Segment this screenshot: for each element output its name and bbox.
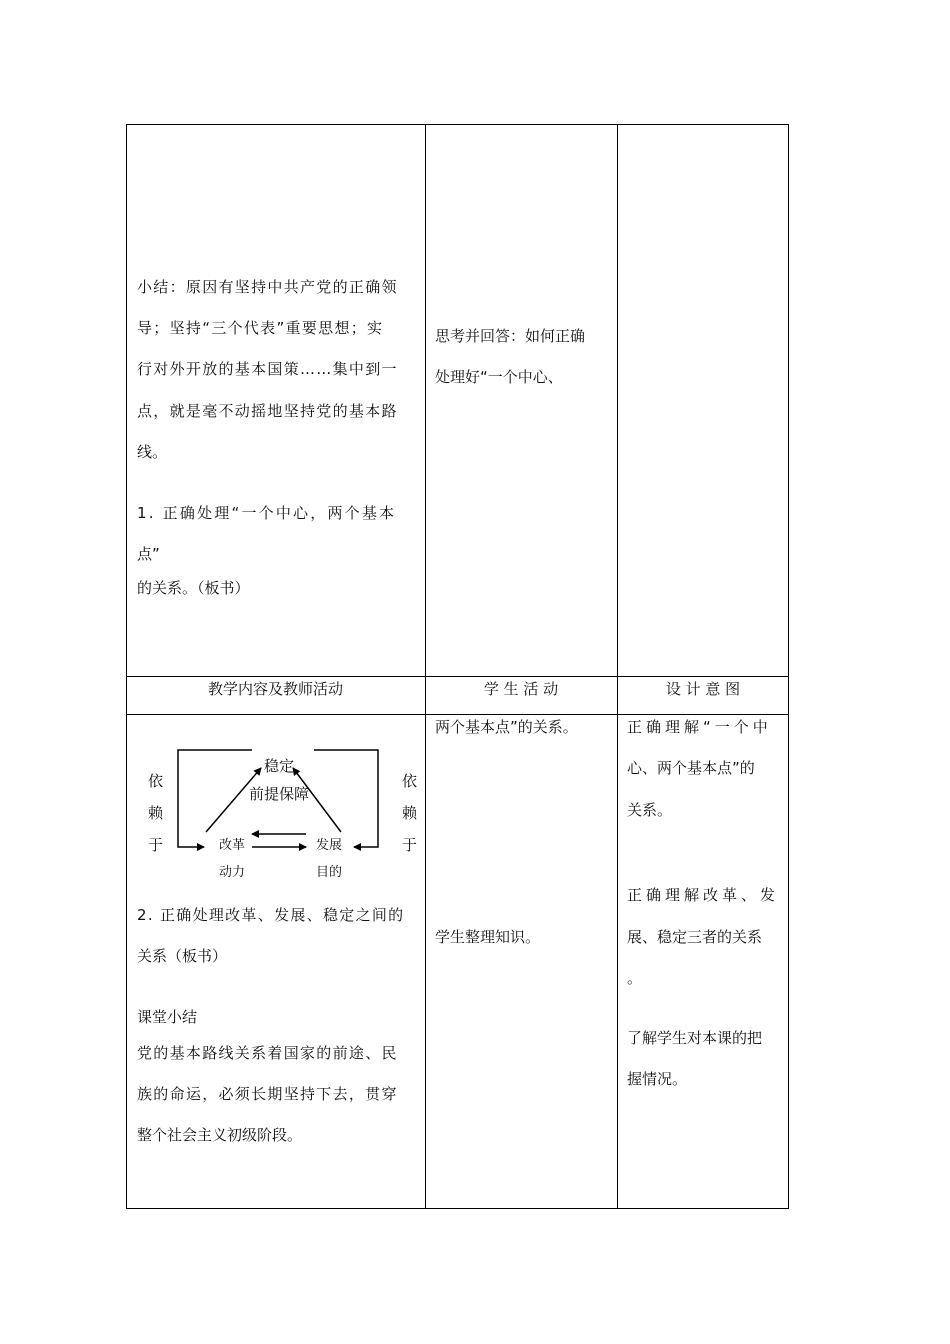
design-intent-line: 握情况。: [627, 1070, 688, 1088]
design-intent-line: 展、稳定三者的关系: [627, 928, 763, 946]
summary-line: 导；坚持“三个代表”重要思想；实: [137, 319, 384, 337]
class-summary-line: 整个社会主义初级阶段。: [137, 1126, 303, 1144]
header-student-activity: 学 生 活 动: [483, 680, 559, 698]
design-intent-line: 心、两个基本点”的: [627, 759, 755, 777]
summary-line: 行对外开放的基本国策……集中到一: [137, 360, 398, 378]
right-bracket-arrow: [314, 750, 378, 847]
diagram-side-right: 于: [402, 836, 418, 854]
class-summary-title: 课堂小结: [137, 1008, 198, 1026]
student-activity-line: 思考并回答：如何正确: [435, 327, 586, 345]
header-teaching-content: 教学内容及教师活动: [207, 680, 343, 698]
header-design-intent: 设 计 意 图: [665, 680, 741, 698]
student-activity-line: 处理好“一个中心、: [435, 368, 563, 386]
diagram-side-left: 于: [148, 836, 164, 854]
diagram-reform-label: 改革: [219, 838, 246, 853]
student-activity-line: 学生整理知识。: [435, 928, 541, 946]
student-activity-line: 两个基本点”的关系。: [435, 718, 578, 736]
diagram-side-left: 依: [148, 772, 164, 790]
design-intent-line: 关系。: [627, 801, 673, 819]
diagram-stability-sublabel: 前提保障: [249, 785, 310, 803]
left-bracket-arrow: [178, 750, 252, 847]
summary-line: 线。: [137, 443, 168, 461]
diagram-side-left: 赖: [148, 804, 164, 822]
design-intent-line: 了解学生对本课的把: [627, 1029, 763, 1047]
item2-line: 关系（板书）: [137, 947, 228, 965]
design-intent-line: 正确理解“一个中: [627, 718, 772, 736]
item1-line: 1. 正确处理“一个中心，两个基本: [137, 504, 397, 522]
header-bottom-border: [126, 714, 789, 715]
class-summary-line: 党的基本路线关系着国家的前途、民: [137, 1044, 398, 1062]
design-intent-line: 。: [627, 969, 643, 987]
column-divider-1: [425, 124, 426, 1209]
item1-line: 点”: [137, 545, 160, 563]
header-top-border: [126, 676, 789, 677]
class-summary-line: 族的命运，必须长期坚持下去，贯穿: [137, 1085, 398, 1103]
diagram-stability-label: 稳定: [264, 757, 295, 775]
summary-line: 小结：原因有坚持中共产党的正确领: [137, 278, 398, 296]
diagram-development-sublabel: 目的: [316, 865, 343, 880]
diagram-side-right: 赖: [402, 804, 418, 822]
design-intent-line: 正确理解改革、发: [627, 886, 780, 904]
diagram-reform-sublabel: 动力: [219, 865, 246, 880]
summary-line: 点，就是毫不动摇地坚持党的基本路: [137, 402, 398, 420]
item1-line: 的关系。（板书）: [137, 579, 250, 597]
column-divider-2: [617, 124, 618, 1209]
item2-line: 2. 正确处理改革、发展、稳定之间的: [137, 906, 405, 924]
diagram-side-right: 依: [402, 772, 418, 790]
diagram-development-label: 发展: [316, 838, 343, 853]
